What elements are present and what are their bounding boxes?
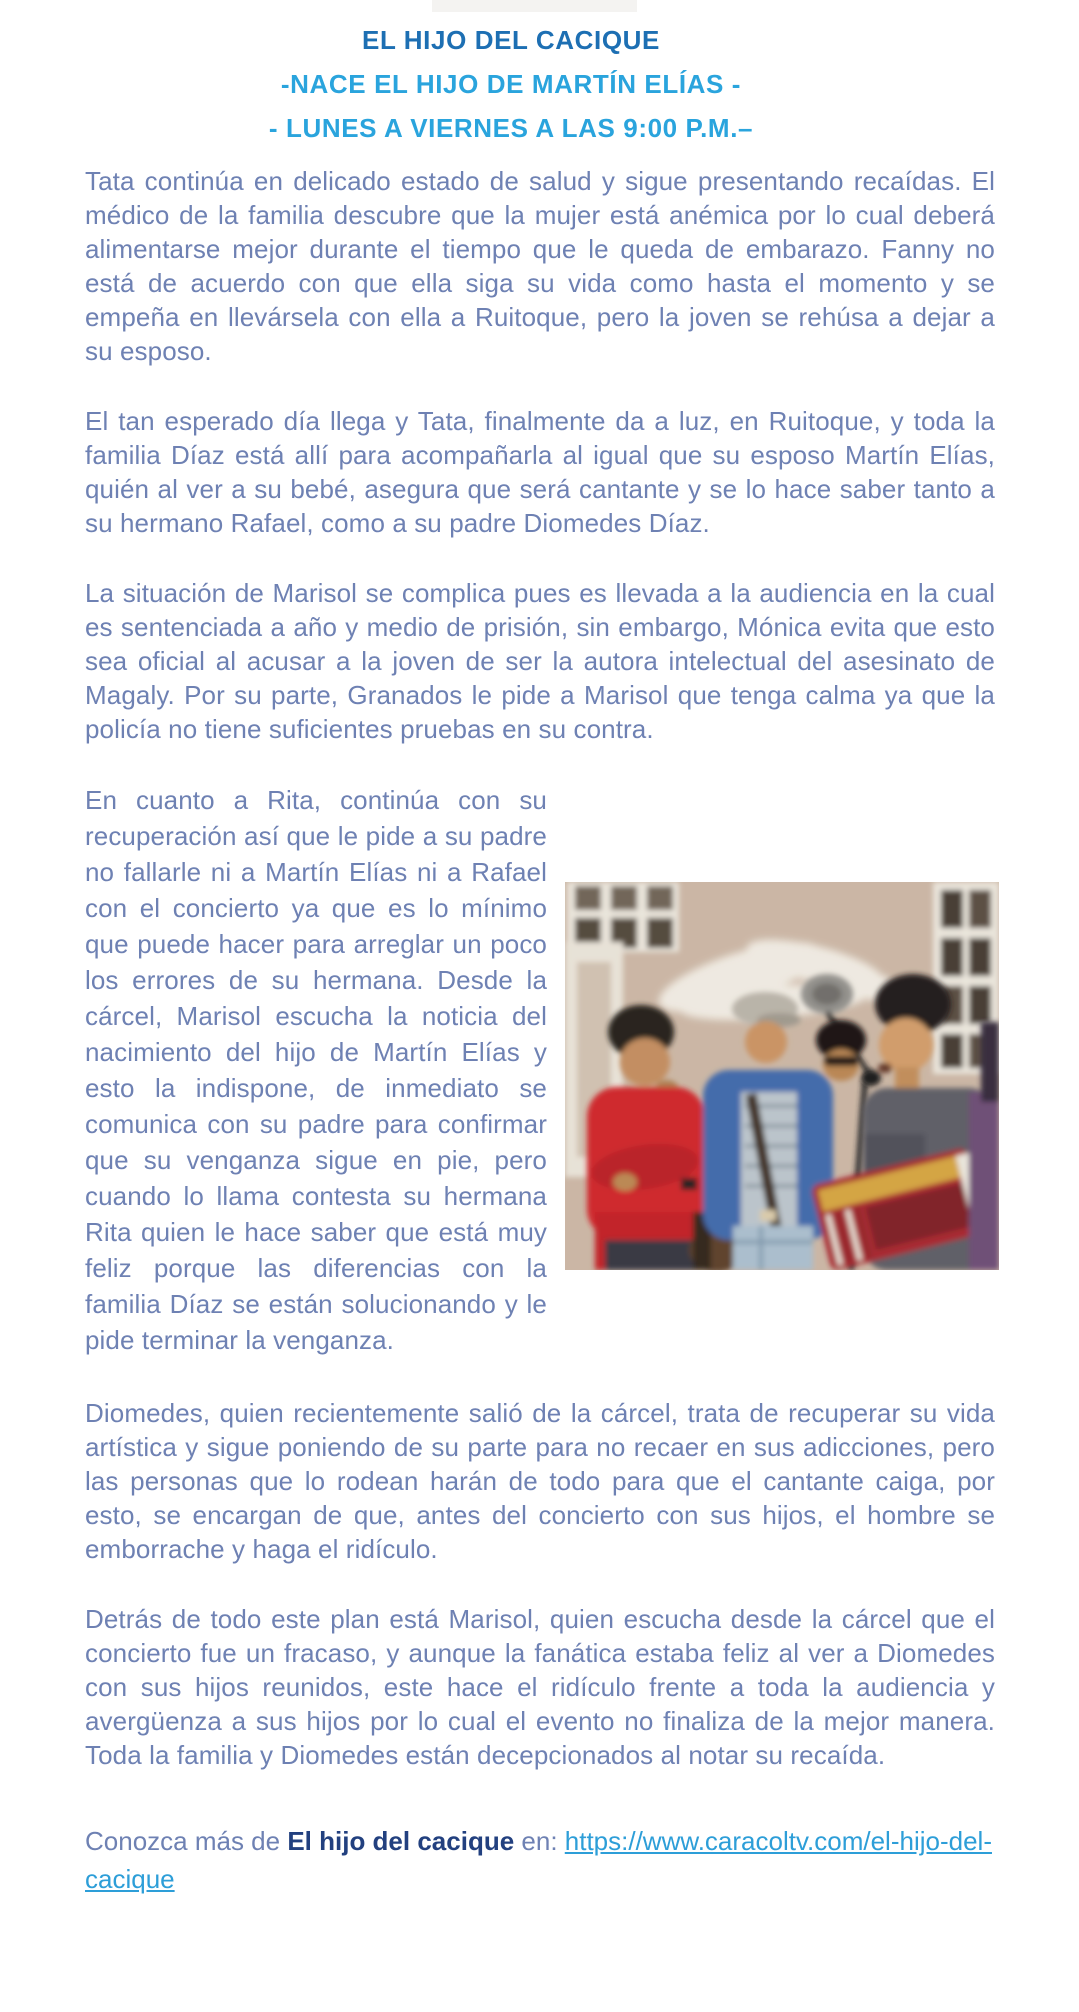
schedule-subtitle: - LUNES A VIERNES A LAS 9:00 P.M.–	[268, 113, 754, 143]
synopsis-paragraph-2: El tan esperado día llega y Tata, finalmente da a luz, en Ruitoque, y toda la familia Díaz está allí para acompañarla al igual que su esposo Martín Elías, quién al ver a su bebé, asegura que será cantante y se lo hace saber tanto a su hermano Rafael, como a su padre Diomedes Díaz.	[85, 406, 995, 538]
promo-photo	[565, 882, 999, 1270]
show-title-bold: El hijo del cacique	[287, 1826, 515, 1856]
episode-subtitle: -NACE EL HIJO DE MARTÍN ELÍAS -	[280, 69, 742, 99]
show-website-link[interactable]: https://www.caracoltv.com/el-hijo-del-cacique	[85, 1826, 992, 1894]
synopsis-paragraph-6: Detrás de todo este plan está Marisol, quien escucha desde la cárcel que el concierto fue un fracaso, y aunque la fanática estaba feliz al ver a Diomedes con sus hijos reunidos, este hace el ridículo frente a toda la audiencia y avergüenza a sus hijos por lo cual el evento no finaliza de la mejor manera. Toda la familia y Diomedes están decepcionados al notar su recaída.	[85, 1604, 995, 1770]
more-info-prefix: Conozca más de	[85, 1826, 288, 1856]
synopsis-paragraph-5: Diomedes, quien recientemente salió de la cárcel, trata de recuperar su vida artística y sigue poniendo de su parte para no recaer en sus adicciones, pero las personas que lo rodean harán de todo para que el cantante caiga, por esto, se encargan de que, antes del concierto con sus hijos, el hombre se emborrache y haga el ridículo.	[85, 1398, 995, 1564]
narrow-text-column	[85, 782, 547, 1358]
title-block	[85, 18, 995, 150]
synopsis-paragraph-3: La situación de Marisol se complica pues es llevada a la audiencia en la cual es sentenciada a año y medio de prisión, sin embargo, Mónica evita que esto sea oficial al acusar a la joven de ser la autora intelectual del asesinato de Magaly. Por su parte, Granados le pide a Marisol que tenga calma ya que la policía no tiene suficientes pruebas en su contra.	[85, 578, 995, 744]
text-photo-section	[85, 782, 995, 1358]
page-title: EL HIJO DEL CACIQUE	[362, 25, 660, 55]
synopsis-paragraph-1: Tata continúa en delicado estado de salud y sigue presentando recaídas. El médico de la familia descubre que la mujer está anémica por lo cual deberá alimentarse mejor durante el tiempo que le queda de embarazo. Fanny no está de acuerdo con que ella siga su vida como hasta el momento y se empeña en llevársela con ella a Ruitoque, pero la joven se rehúsa a dejar a su esposo.	[85, 166, 995, 366]
top-crop-artifact	[432, 0, 637, 12]
photo-column	[565, 782, 999, 1270]
more-info-line	[85, 1822, 995, 1898]
more-info-connector: en:	[514, 1826, 565, 1856]
synopsis-paragraph-4: En cuanto a Rita, continúa con su recuperación así que le pide a su padre no fallarle ni a Martín Elías ni a Rafael con el concierto ya que es lo mínimo que puede hacer para arreglar un poco los errores de su hermana. Desde la cárcel, Marisol escucha la noticia del nacimiento del hijo de Martín Elías y esto la indispone, de inmediato se comunica con su padre para confirmar que su venganza sigue en pie, pero cuando lo llama contesta su hermana Rita quien le hace saber que está muy feliz porque las diferencias con la familia Díaz se están solucionando y le pide terminar la venganza.	[85, 785, 547, 1355]
